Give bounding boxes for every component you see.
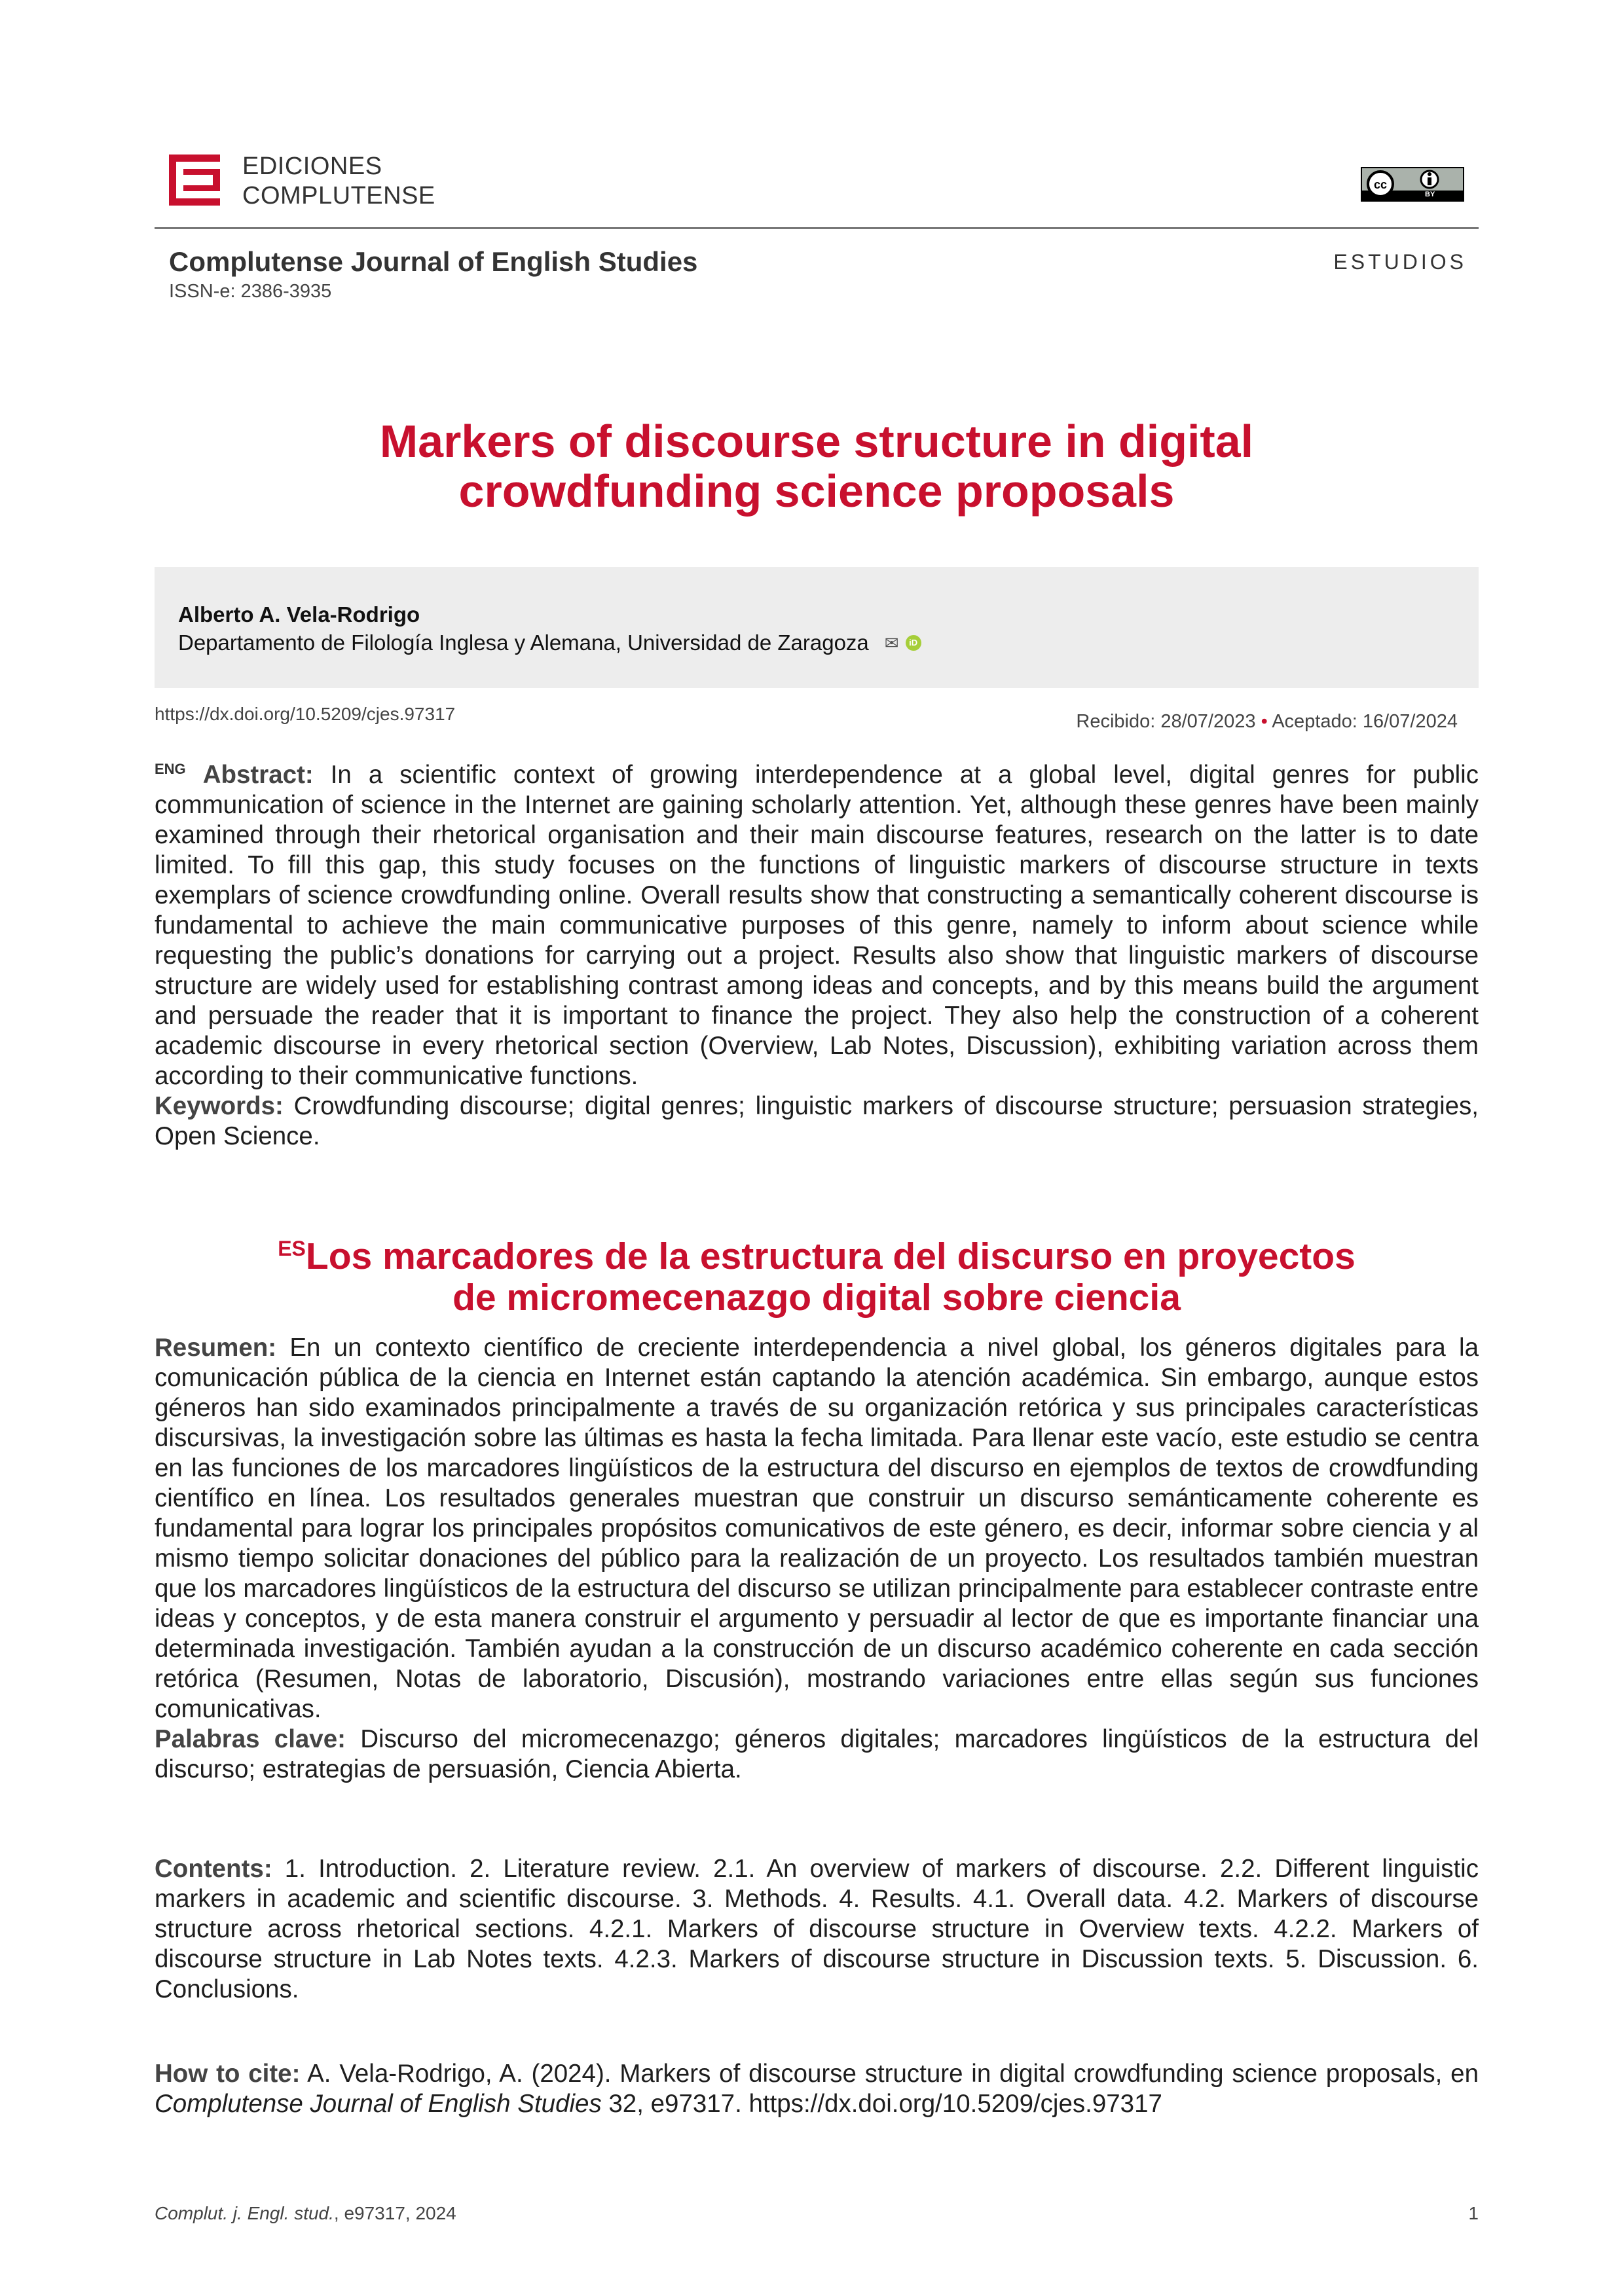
license-label: BY: [1425, 191, 1435, 198]
footer-citation: Complut. j. Engl. stud., e97317, 2024: [155, 2203, 456, 2223]
abstract: $^{ENG}$ Abstract: In a scientific context of growing interdependence at a global level, digital genres for public communication of science in the Internet are gaining scholarly attention. Yet, although these genres have been mainly examined through their rhetorical organisation and their main discourse features, research on the latter is to date limited. To fill this gap, this study focuses on the functions of linguistic markers of discourse structure in texts exemplars of science crowdfunding online. Overall results show that constructing a semantically coherent discourse is fundamental to achieve the main communicative purposes of this genre, namely to inform about science while requesting the public’s donations for carrying out a project. Results also show that linguistic markers of discourse structure are widely used for establishing contrast among ideas and concepts, and by this means build the argument and persuade the reader that it is important to finance the project. They also help the construction of a coherent academic discourse in every rhetorical section (Overview, Lab Notes, Discussion), exhibiting variation across them according to their communicative functions. Keywords: Crowdfunding discourse; digital genres; linguistic markers of discourse structure; persuasion strategies, Open Science.: [155, 760, 1479, 1150]
issn: ISSN-e: 2386-3935: [169, 281, 332, 302]
page-number: 1: [1468, 2203, 1479, 2223]
ediciones-complutense-logo: [169, 155, 220, 206]
section-label: ESTUDIOS: [1333, 250, 1467, 274]
dates: Recibido: 28/07/2023 • Aceptado: 16/07/2024: [1076, 711, 1458, 732]
publisher-name: EDICIONES COMPLUTENSE: [242, 153, 435, 210]
author-affiliation: Departamento de Filología Inglesa y Alemana, Universidad de Zaragoza ✉ iD: [178, 630, 921, 655]
email-icon[interactable]: ✉: [884, 632, 899, 653]
article-title: Markers of discourse structure in digital crowdfunding science proposals: [379, 416, 1254, 517]
author-box: [155, 567, 1479, 688]
resumen: Resumen: En un contexto científico de creciente interdependencia a nivel global, los géneros digitales para la comunicación pública de la ciencia en Internet están captando la atención académica. Sin embargo, aunque estos géneros han sido examinados principalmente a través de su organización retórica y sus principales características discursivas, la investigación sobre las últimas es hasta la fecha limitada. Para llenar este vacío, este estudio se centra en las funciones de los marcadores lingüísticos de la estructura del discurso en ejemplos de textos de crowdfunding científico en línea. Los resultados generales muestran que construir un discurso semánticamente coherente es fundamental para lograr los principales propósitos comunicativos de este género, es decir, informar sobre ciencia y al mismo tiempo solicitar donaciones del público para la realización de un proyecto. Los resultados también muestran que los marcadores lingüísticos de la estructura del discurso se utilizan principalmente para establecer contraste entre ideas y conceptos, y de esta manera construir el argumento y persuadir al lector de que es importante financiar una determinada investigación. También ayudan a la construcción de un discurso académico coherente en cada sección retórica (Resumen, Notas de laboratorio, Discusión), mostrando variaciones entre ellas según sus funciones comunicativas. Palabras clave: Discurso del micromecenazgo; géneros digitales; marcadores lingüísticos de la estructura del discurso; estrategias de persuasión, Ciencia Abierta.: [155, 1334, 1479, 1783]
spanish-title: $^{ES}$Los marcadores de la estructura del discurso en proyectos de micromecenazgo digital sobre ciencia: [278, 1235, 1356, 1319]
how-to-cite: How to cite: A. Vela-Rodrigo, A. (2024). Markers of discourse structure in digital crowdfunding science proposals, en Complutense Journal of English Studies 32, e97317. https://dx.doi.org/10.5209/cjes.97317: [155, 2060, 1479, 2118]
svg-text:cc: cc: [1373, 178, 1388, 191]
journal-title: Complutense Journal of English Studies: [169, 246, 698, 277]
contents: Contents: 1. Introduction. 2. Literature review. 2.1. An overview of markers of discourse. 2.2. Different linguistic markers in academic and scientific discourse. 3. Methods. 4. Results. 4.1. Overall data. 4.2. Markers of discourse structure across rhetorical sections. 4.2.1. Markers of discourse structure in Overview texts. 4.2.2. Markers of discourse structure in Lab Notes texts. 4.2.3. Markers of discourse structure in Discussion texts. 5. Discussion. 6. Conclusions.: [155, 1855, 1479, 2003]
lang-tag: ENG: [155, 761, 186, 777]
orcid-icon[interactable]: iD: [906, 635, 921, 651]
cc-by-license-badge[interactable]: [1361, 167, 1464, 202]
author-name: Alberto A. Vela-Rodrigo: [178, 602, 420, 627]
cc-icon: [1362, 168, 1463, 200]
bullet-icon: •: [1261, 711, 1268, 732]
header-divider: [155, 227, 1479, 229]
doi-link[interactable]: https://dx.doi.org/10.5209/cjes.97317: [155, 704, 456, 724]
